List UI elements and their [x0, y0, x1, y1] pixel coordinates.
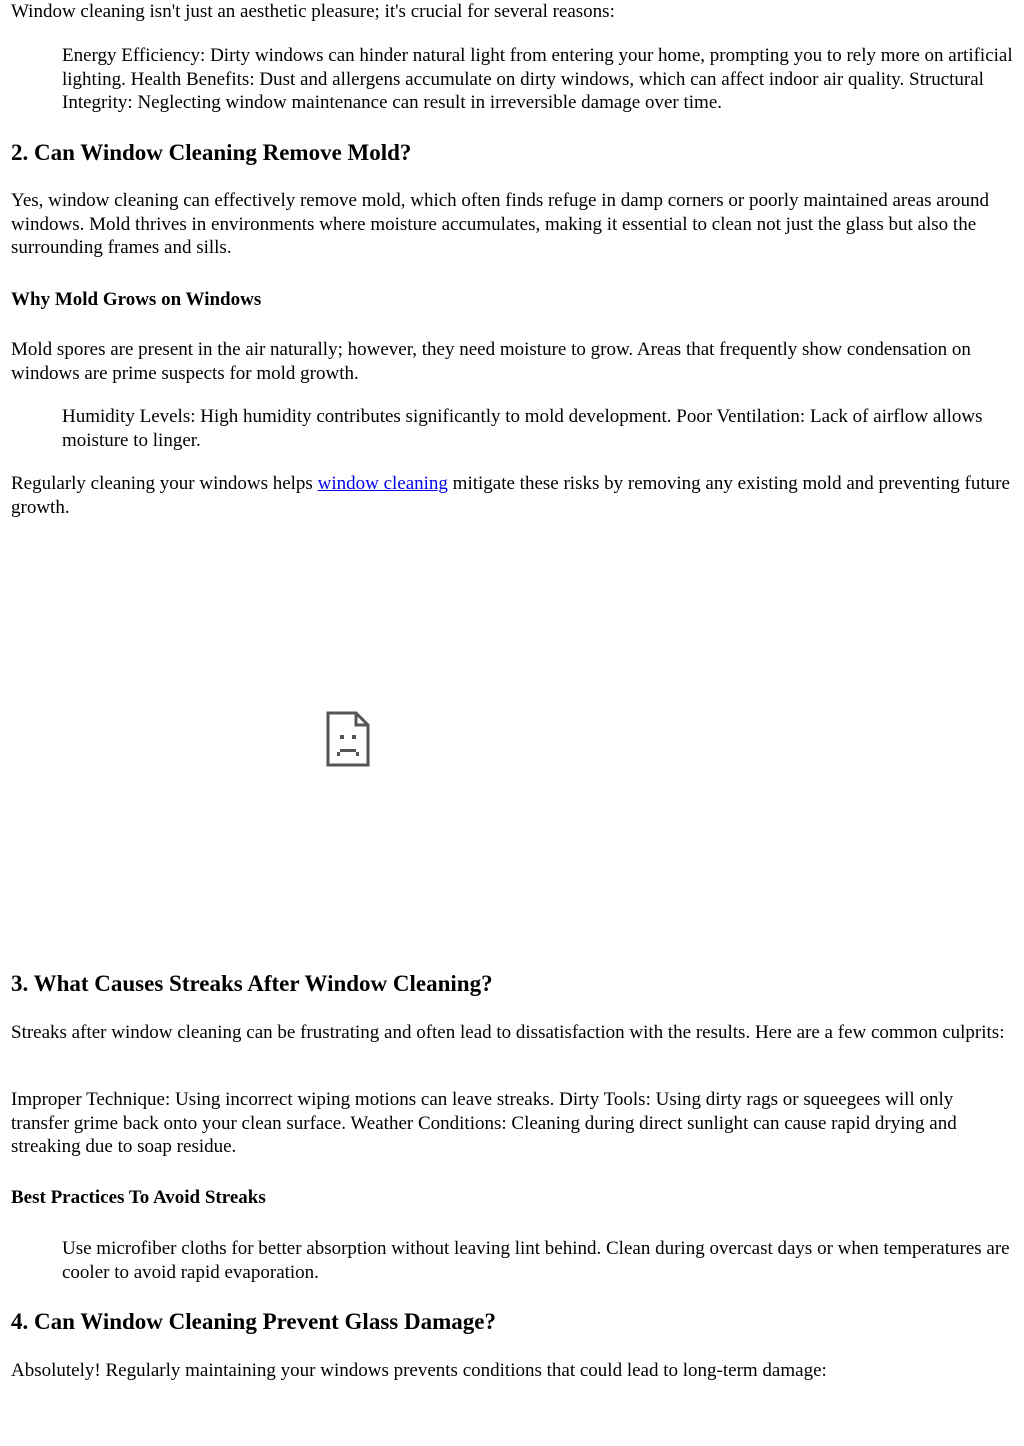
- section-3-heading: 3. What Causes Streaks After Window Cleaning?: [11, 971, 493, 996]
- section-2-paragraph-3: [11, 472, 1014, 519]
- section-4-paragraph: Absolutely! Regularly maintaining your windows prevents conditions that could lead to long-term damage:: [11, 1360, 827, 1381]
- section-2-subheading: Why Mold Grows on Windows: [11, 289, 262, 310]
- mold-causes-quote-text: Humidity Levels: High humidity contributes significantly to mold development. Poor Ventilation: Lack of airflow allows moisture to linger.: [62, 406, 983, 451]
- reasons-quote-text: Energy Efficiency: Dirty windows can hinder natural light from entering your home, prompting you to rely more on artificial lighting. Health Benefits: Dust and allergens accumulate on dirty windows, which can affect indoor air quality. Structural Integrity: Neglecting window maintenance can result in irreversible damage over time.: [62, 45, 1013, 113]
- broken-image-icon: [326, 711, 370, 767]
- section-3-subheading: Best Practices To Avoid Streaks: [11, 1187, 266, 1208]
- section-3-paragraph: Streaks after window cleaning can be frustrating and often lead to dissatisfaction with the results. Here are a few common culprits:: [11, 1022, 1005, 1043]
- reasons-quote: [62, 44, 1014, 115]
- section-2-paragraph: Yes, window cleaning can effectively remove mold, which often finds refuge in damp corners or poorly maintained areas around windows. Mold thrives in environments where moisture accumulates, making it essential to clean not just the glass but also the surrounding frames and sills.: [11, 190, 990, 258]
- section-2-paragraph-2: Mold spores are present in the air naturally; however, they need moisture to grow. Areas that frequently show condensation on windows are prime suspects for mold growth.: [11, 339, 971, 384]
- paragraph-3-text-before: Regularly cleaning your windows helps: [11, 473, 318, 494]
- window-cleaning-link[interactable]: window cleaning: [317, 473, 448, 494]
- best-practices-quote: [62, 1237, 1014, 1284]
- section-3-paragraph-2: Improper Technique: Using incorrect wiping motions can leave streaks. Dirty Tools: Using dirty rags or squeegees will only transfer grime back onto your clean surface. Weather Conditions: Cleaning during direct sunlight can cause rapid drying and streaking due to soap residue.: [11, 1089, 957, 1157]
- paragraph-3-text-after: mitigate these risks by removing any existing mold and preventing future growth.: [11, 473, 1010, 518]
- intro-paragraph: Window cleaning isn't just an aesthetic pleasure; it's crucial for several reasons:: [11, 1, 615, 22]
- section-2-heading: 2. Can Window Cleaning Remove Mold?: [11, 140, 412, 165]
- best-practices-quote-text: Use microfiber cloths for better absorption without leaving lint behind. Clean during overcast days or when temperatures are cooler to avoid rapid evaporation.: [62, 1238, 1010, 1283]
- mold-causes-quote: [62, 405, 1014, 452]
- section-4-heading: 4. Can Window Cleaning Prevent Glass Damage?: [11, 1309, 496, 1334]
